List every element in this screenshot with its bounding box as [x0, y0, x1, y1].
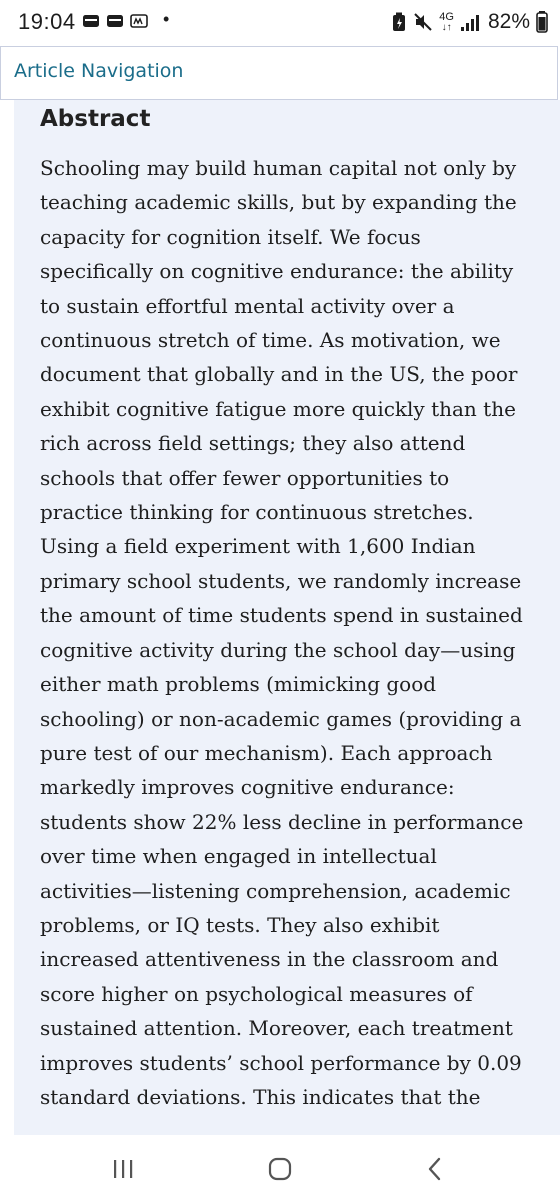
- article-navigation-bar: [0, 46, 558, 100]
- notification-dot: •: [163, 9, 170, 29]
- home-icon[interactable]: [265, 1155, 295, 1183]
- back-icon[interactable]: [420, 1155, 450, 1183]
- battery-level: 82%: [487, 10, 530, 33]
- status-time: 19:04: [18, 9, 76, 34]
- status-right-icons: [391, 10, 548, 34]
- abstract-text: Schooling may build human capital not only by teaching academic skills, but by expanding the capacity for cognition itself. We focus specifically on cognitive endurance: the ability to sustain effortful mental activity over a continuous stretch of time. As motivation, we document that globally and in the US, the poor exhibit cognitive fatigue more quickly than the rich across field settings; they also attend schools that offer fewer opportunities to practice thinking for continuous stretches. Using a field experiment with 1,600 Indian primary school students, we randomly increase the amount of time students spend in sustained cognitive activity during the school day—using either math problems (mimicking good schooling) or non-academic games (providing a pure test of our mechanism). Each approach markedly improves cognitive endurance: students show 22% less decline in performance over time when engaged in intellectual activities—listening comprehension, academic problems, or IQ tests. They also exhibit increased attentiveness in the classroom and score higher on psychological measures of sustained attention. Moreover, each treatment improves students’ school performance by 0.09 standard deviations. This indicates that the: [40, 156, 524, 1109]
- article-navigation-link[interactable]: Article Navigation: [14, 60, 184, 82]
- recents-icon[interactable]: [108, 1155, 138, 1183]
- status-notification-icons: [82, 12, 148, 30]
- mute-icon: [413, 12, 433, 32]
- abstract-panel: [14, 100, 560, 1135]
- abstract-heading: Abstract: [40, 106, 151, 132]
- signal-icon: [460, 12, 482, 32]
- mail-app-icon: [130, 12, 148, 30]
- battery-icon: [536, 11, 548, 33]
- network-type: 4G ↓↑: [439, 10, 454, 33]
- wallet-icon: [82, 12, 100, 30]
- system-navigation-bar: [0, 1135, 560, 1200]
- wallet-icon-2: [106, 12, 124, 30]
- battery-saver-icon: [391, 12, 407, 32]
- status-bar: [0, 0, 560, 46]
